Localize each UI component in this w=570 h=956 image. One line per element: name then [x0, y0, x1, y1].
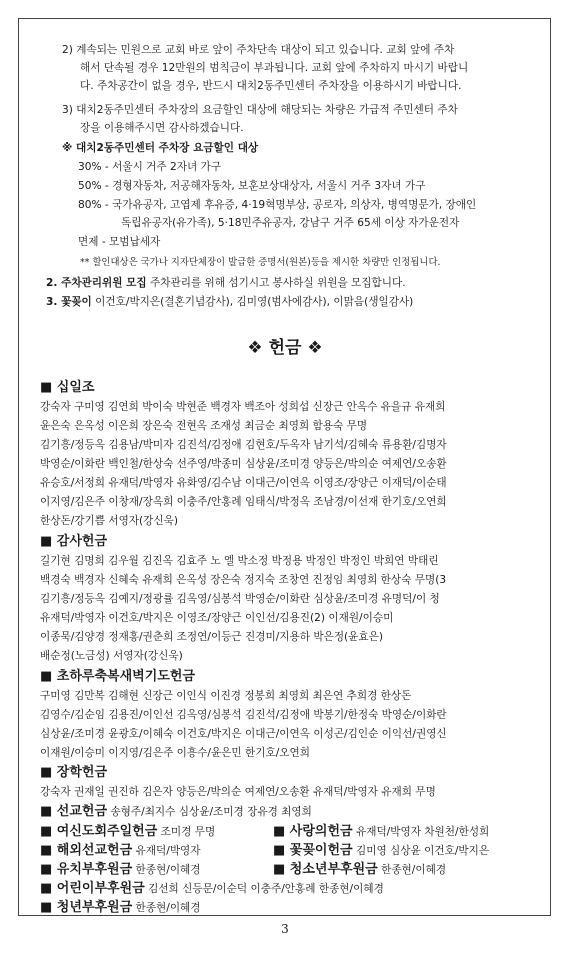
thanks-line: 백경숙 백경자 신혜숙 유재희 은옥성 장은숙 정지숙 조창연 진정임 최영희 한상숙 무명(3: [40, 574, 447, 586]
prayer-label: ■ 초하루축복새벽기도헌금: [40, 669, 195, 684]
prayer-line: 이재원/이승미 이지영/김은주 이흥수/윤은민 한기호/오연희: [40, 747, 310, 759]
page-number: 3: [281, 922, 289, 936]
flowers-label: 3. 꽃꽂이: [46, 296, 92, 308]
discount-footnote: ** 할인대상은 국가나 지자단체장이 발급한 증명서(원본)등을 제시한 차량만 인정됩니다.: [80, 257, 441, 268]
flower-offering-label: ■ 꽃꽂이헌금: [273, 843, 353, 858]
discount-exempt: 면제 - 모범납세자: [78, 236, 161, 248]
women-row: [40, 823, 215, 841]
parking-committee: [46, 275, 406, 292]
flower-offering-row: [273, 842, 489, 860]
prayer-line: 심상윤/조미경 윤광호/이혜숙 이건호/박지은 이대근/이연옥 이성곤/김인순 이익선/권영신: [40, 728, 447, 740]
discount-30: 30% - 서울시 거주 2자녀 가구: [78, 161, 222, 173]
prayer-line: 구미영 김만복 김해현 신장근 이인식 이진경 정봉희 최영희 최은연 추희경 한상돈: [40, 690, 412, 702]
note-item3-line1: 3) 대치2동주민센터 주차장의 요금할인 대상에 해당되는 차량은 가급적 주민센터 주차: [62, 104, 458, 116]
children-text: 김선희 신등문/이순덕 이충주/안홍례 한종현/이혜경: [148, 883, 384, 895]
note-item3-line2: 장을 이용해주시면 감사하겠습니다.: [80, 122, 244, 134]
overseas-row: [40, 842, 201, 860]
tithe-line: 김기흥/정등옥 김용남/박미자 김진석/김정애 김현호/두옥자 남기석/김혜숙 류용환/김명자: [40, 439, 447, 451]
young-adult-label: ■ 청년부후원금: [40, 900, 133, 915]
young-adult-row: [40, 899, 201, 917]
thanks-line: 김기흥/정등옥 김예지/정광률 김옥영/심봉석 박영순/이화란 심상윤/조미경 유명덕/이 청: [40, 593, 440, 605]
scholarship-line: 강숙자 권재일 권진하 김은자 양등은/박의순 여제연/오송환 유재덕/박영자 유재희 무명: [40, 786, 436, 798]
discount-50: 50% - 경형자동차, 저공해자동차, 보훈보상대상자, 서울시 거주 3자녀 가구: [78, 180, 426, 192]
thanks-line: 유재덕/박영자 이건호/박지은 이영조/장양근 이인선/김용진(2) 이재원/이승미: [40, 612, 394, 624]
note-item2-line2: 해서 단속될 경우 12만원의 범칙금이 부과됩니다. 교회 앞에 주차하지 마시기 바랍니: [80, 62, 469, 74]
overseas-text: 유재덕/박영자: [135, 845, 201, 857]
flowers-note: [46, 294, 413, 311]
note-item2-line1: 2) 계속되는 민원으로 교회 바로 앞이 주차단속 대상이 되고 있습니다. 교회 앞에 주차: [62, 44, 455, 56]
youth-label: ■ 청소년부후원금: [273, 862, 378, 877]
offering-title: ❖ 헌금 ❖: [247, 338, 323, 358]
tithe-line: 한상돈/강기쁨 서영자(강신욱): [40, 515, 179, 527]
young-adult-text: 한종현/이혜경: [135, 902, 201, 914]
tithe-line: 유승호/서정희 유재덕/박영자 유화영/김수남 이대근/이연옥 이영조/장양근 이재덕/이순태: [40, 477, 447, 489]
kinder-text: 한종현/이혜경: [135, 864, 201, 876]
youth-text: 한종현/이혜경: [381, 864, 447, 876]
love-text: 유재덕/박영자 차원천/한성희: [355, 826, 490, 838]
parking-committee-label: 2. 주차관리위원 모집: [46, 277, 147, 289]
women-label: ■ 여신도회주일헌금: [40, 824, 158, 839]
flower-offering-text: 김미영 심상윤 이건호/박지은: [355, 845, 490, 857]
mission-row: [40, 803, 312, 821]
thanks-line: 배순정(노금성) 서영자(강신욱): [40, 650, 183, 662]
overseas-label: ■ 해외선교헌금: [40, 843, 133, 858]
children-label: ■ 어린이부후원금: [40, 881, 145, 896]
scholarship-label: ■ 장학헌금: [40, 765, 108, 780]
tithe-line: 박영순/이화란 백인철/한상숙 선주영/박종미 심상윤/조미경 양등은/박의순 여제연/오송환: [40, 458, 447, 470]
parking-committee-text: 주차관리를 위해 섬기시고 봉사하실 위원을 모집합니다.: [150, 277, 406, 289]
love-row: [273, 823, 489, 841]
note-item2-line3: 다. 주차공간이 없을 경우, 반드시 대치2동주민센터 주차장을 이용하시기 바랍니다.: [80, 80, 462, 92]
youth-row: [273, 861, 446, 879]
discount-80-line1: 80% - 국가유공자, 고엽제 후유증, 4·19혁명부상, 공로자, 의상자, 병역명문가, 장애인: [78, 199, 477, 211]
mission-text: 송형주/최지수 심상윤/조미경 장유경 최영희: [110, 806, 312, 818]
mission-label: ■ 선교헌금: [40, 804, 108, 819]
women-text: 조미경 무명: [160, 826, 216, 838]
tithe-label: ■ 십일조: [40, 380, 95, 395]
children-row: [40, 880, 384, 898]
kinder-label: ■ 유치부후원금: [40, 862, 133, 877]
thanks-line: 길기현 김명희 김우월 김진옥 김효주 노 엘 박소정 박정용 박정인 박정인 박희연 박태린: [40, 555, 439, 567]
tithe-line: 이지영/김은주 이창재/장옥희 이충주/안홍례 임태식/박정옥 조남경/이선재 한기호/오연희: [40, 496, 447, 508]
thanks-label: ■ 감사헌금: [40, 534, 108, 549]
flowers-text: 이건호/박지은(결혼기념감사), 김미영(범사에감사), 이맑음(생일감사): [95, 296, 414, 308]
discount-title: ※ 대치2동주민센터 주차장 요금할인 대상: [62, 142, 259, 154]
tithe-line: 윤은숙 은옥성 이은희 장은숙 전현옥 조재성 최금순 최영희 함용숙 무명: [40, 420, 368, 432]
love-label: ■ 사랑의헌금: [273, 824, 353, 839]
tithe-line: 강숙자 구미영 김연희 박이숙 박현준 백경자 백조아 성희섭 신장근 안옥수 유을규 유재희: [40, 401, 446, 413]
kinder-row: [40, 861, 201, 879]
discount-80-line2: 독립유공자(유가족), 5·18민주유공자, 강남구 거주 65세 이상 자가운전자: [121, 217, 460, 229]
thanks-line: 이종묵/김양경 정재홍/권춘희 조정연/이등근 진경미/지용하 박은정(윤효은): [40, 631, 384, 643]
prayer-line: 김영수/김순임 김용진/이인선 김옥영/심봉석 김진석/김정애 박봉기/한정숙 박영순/이화란: [40, 709, 447, 721]
